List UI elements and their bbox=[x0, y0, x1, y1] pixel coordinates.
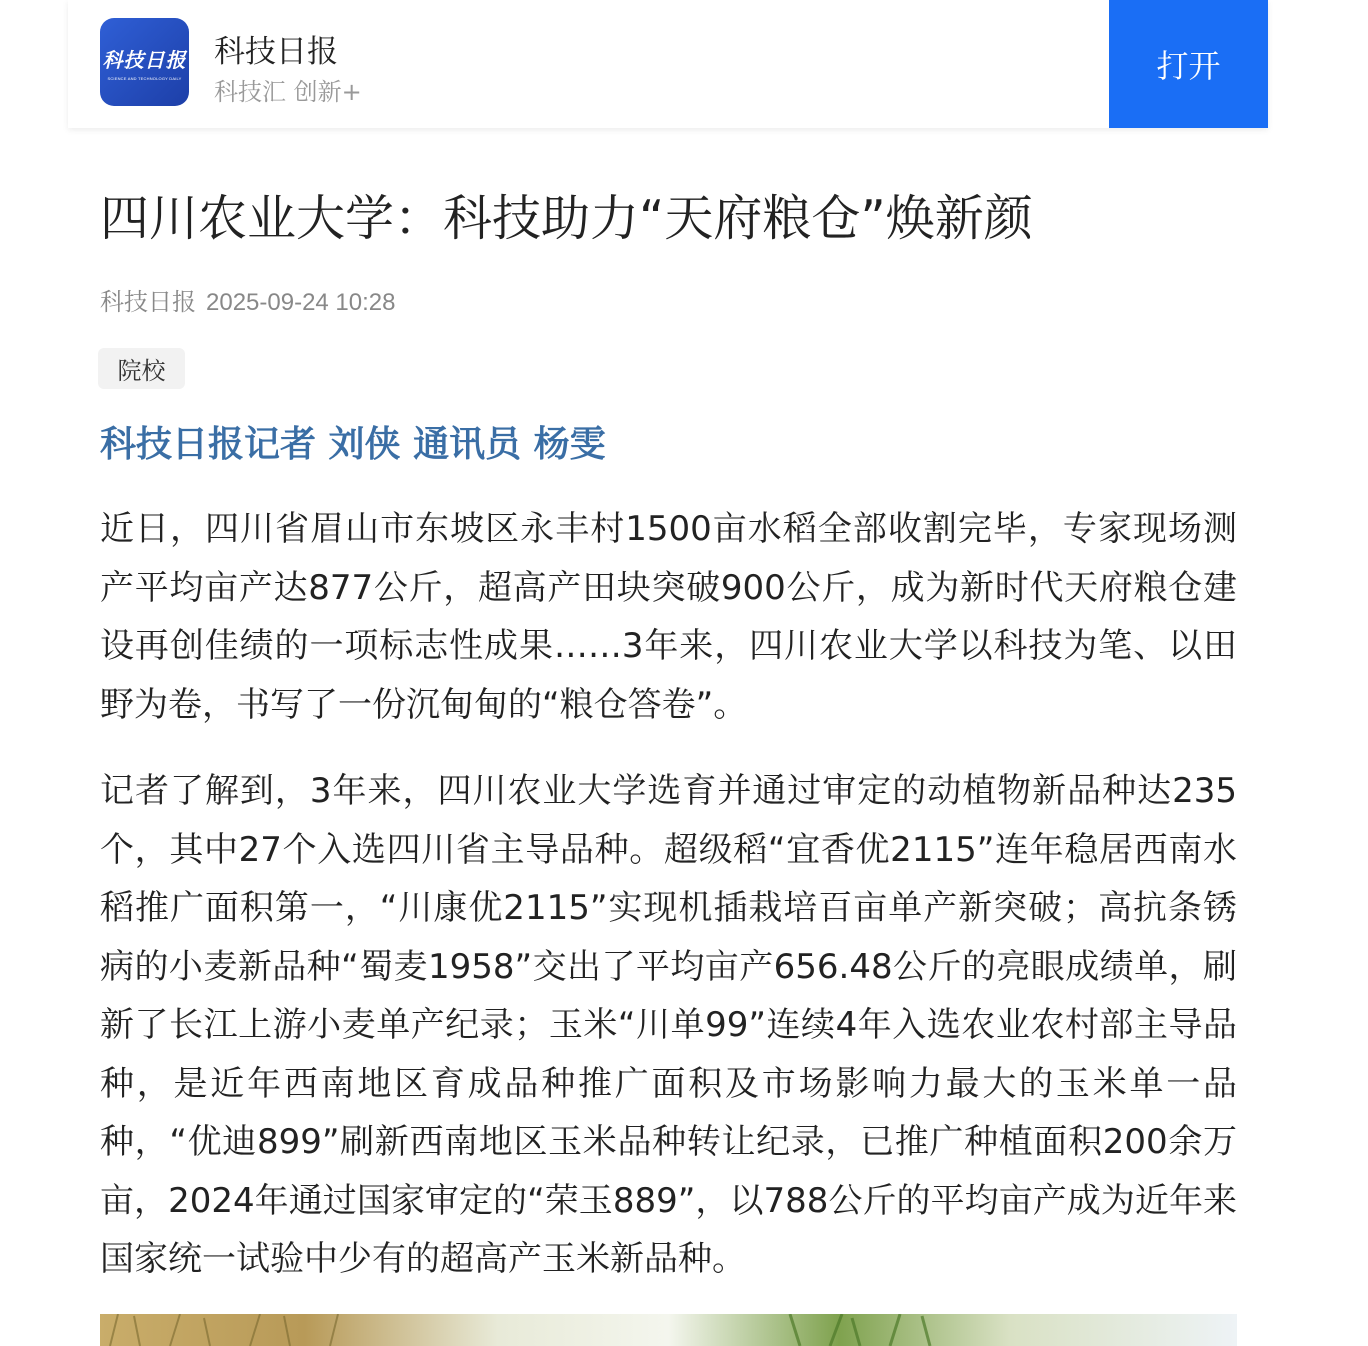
article-title: 四川农业大学：科技助力“天府粮仓”焕新颜 bbox=[100, 190, 1033, 247]
article-paragraph: 近日，四川省眉山市东坡区永丰村1500亩水稻全部收割完毕，专家现场测产平均亩产达877公斤，超高产田块突破900公斤，成为新时代天府粮仓建设再创佳绩的一项标志性成果……3年来，四川农业大学以科技为笔、以田野为卷，书写了一份沉甸甸的“粮仓答卷”。 bbox=[100, 509, 1237, 725]
article-byline: 科技日报记者 刘侠 通讯员 杨雯 bbox=[100, 424, 606, 465]
app-download-banner bbox=[68, 0, 1268, 128]
publish-time: 2025-09-24 10:28 bbox=[206, 289, 396, 316]
category-tag[interactable]: 院校 bbox=[98, 348, 185, 389]
app-logo bbox=[100, 18, 189, 106]
article-source[interactable]: 科技日报 bbox=[100, 288, 196, 316]
logo-text: 科技日报 bbox=[102, 47, 187, 72]
article-meta bbox=[100, 282, 406, 317]
open-app-button[interactable]: 打开 bbox=[1109, 0, 1268, 128]
logo-subtext: SCIENCE AND TECHNOLOGY DAILY bbox=[107, 75, 182, 81]
image-content bbox=[100, 1314, 1237, 1346]
article-paragraph: 记者了解到，3年来，四川农业大学选育并通过审定的动植物新品种达235个，其中27个入选四川省主导品种。超级稻“宜香优2115”连年稳居西南水稻推广面积第一，“川康优2115”实现机插栽培百亩单产新突破；高抗条锈病的小麦新品种“蜀麦1958”交出了平均亩产656.48公斤的亮眼成绩单，刷新了长江上游小麦单产纪录；玉米“川单99”连续4年入选农业农村部主导品种，是近年西南地区育成品种推广面积及市场影响力最大的玉米单一品种，“优迪899”刷新西南地区玉米品种转让纪录，已推广种植面积200余万亩，2024年通过国家审定的“荣玉889”，以788公斤的平均亩产成为近年来国家统一试验中少有的超高产玉米新品种。 bbox=[100, 771, 1237, 1279]
app-name: 科技日报 bbox=[214, 34, 338, 70]
article-image-rice-field[interactable] bbox=[100, 1314, 1237, 1346]
app-slogan: 科技汇 创新+ bbox=[214, 78, 362, 106]
